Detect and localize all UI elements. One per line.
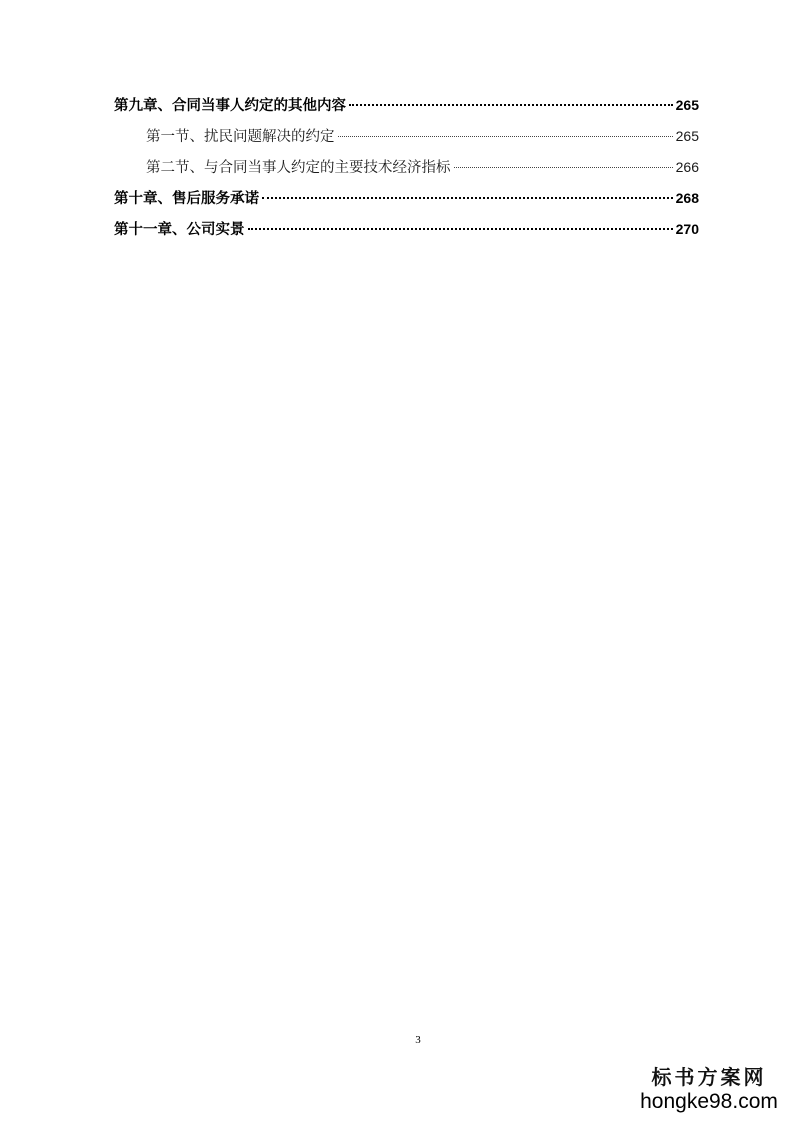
toc-entry-section-1[interactable] [114,125,699,156]
toc-entry-section-2[interactable] [114,156,699,187]
table-of-contents [114,94,699,249]
watermark-url: hongke98.com [640,1090,778,1113]
watermark-site-name: 标书方案网 [651,1065,767,1089]
toc-entry-title: 第一节、扰民问题解决的约定 [146,129,335,145]
toc-entry-page: 266 [675,159,699,175]
toc-entry-page: 265 [675,128,699,144]
toc-dot-leader [248,228,673,230]
toc-entry-page: 265 [675,97,699,113]
toc-dot-leader [454,167,673,168]
toc-entry-page: 270 [675,221,699,237]
toc-entry-title: 第九章、合同当事人约定的其他内容 [114,98,346,114]
toc-dot-leader [262,197,673,199]
site-watermark [639,1064,779,1114]
toc-entry-page: 268 [675,190,699,206]
toc-entry-title: 第十章、售后服务承诺 [114,191,259,207]
toc-dot-leader [338,136,673,137]
toc-entry-chapter-9[interactable] [114,94,699,125]
toc-entry-title: 第二节、与合同当事人约定的主要技术经济指标 [146,160,451,176]
toc-entry-chapter-11[interactable] [114,218,699,249]
page-number: 3 [415,1034,421,1046]
toc-entry-chapter-10[interactable] [114,187,699,218]
toc-entry-title: 第十一章、公司实景 [114,222,245,238]
toc-dot-leader [349,104,673,106]
